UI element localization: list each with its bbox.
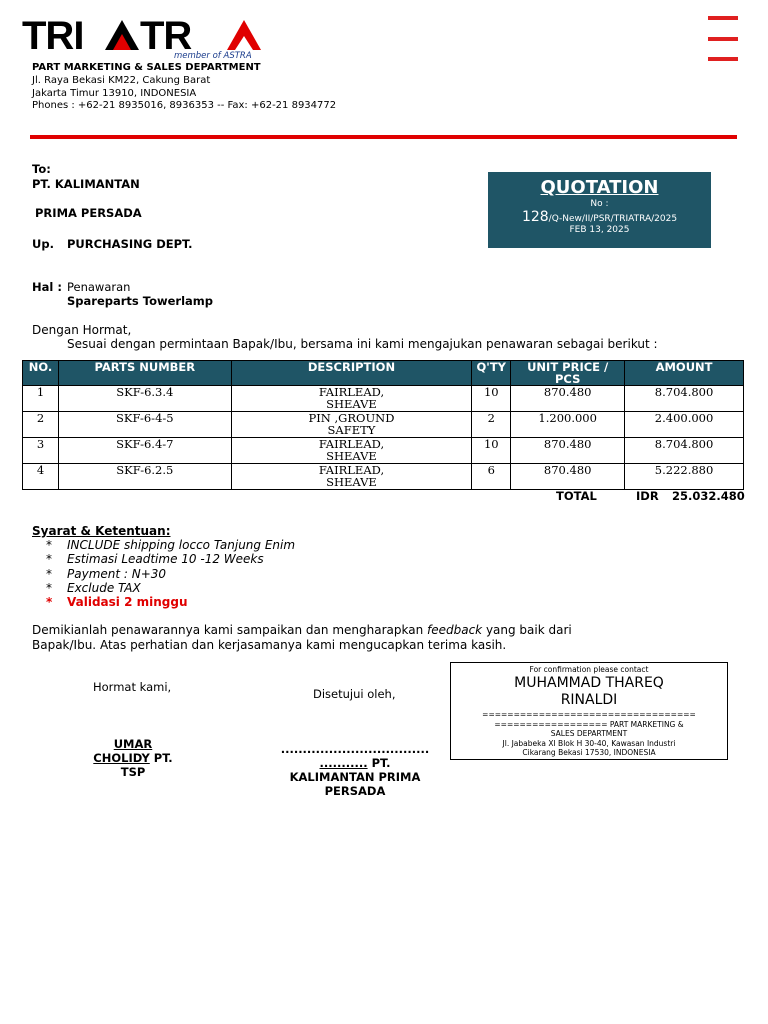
term-item: * Estimasi Leadtime 10 -12 Weeks	[46, 552, 264, 566]
total-currency: IDR	[636, 489, 659, 503]
term-text: Payment : N+30	[67, 567, 167, 581]
cell-desc-1: FAIRLEAD,	[318, 385, 385, 399]
cell-amount: 5.222.880	[625, 464, 744, 490]
cell-desc-2: SHEAVE	[326, 397, 377, 411]
left-name-c: PT.	[149, 751, 173, 765]
mid-company-1: KALIMANTAN PRIMA	[289, 770, 421, 784]
svg-text:TR: TR	[140, 16, 192, 58]
to-label: To:	[32, 162, 51, 176]
term-text: Validasi 2 minggu	[67, 595, 188, 609]
cell-no: 2	[23, 412, 59, 438]
cell-desc-1: PIN ,GROUND	[308, 411, 395, 425]
terms-title: Syarat & Ketentuan:	[32, 524, 171, 538]
address-line-1: Jl. Raya Bekasi KM22, Cakung Barat	[32, 75, 211, 86]
header-divider	[30, 135, 737, 139]
contact-label: For confirmation please contact	[529, 665, 649, 674]
address-line-2: Jakarta Timur 13910, INDONESIA	[32, 88, 197, 99]
mid-dots: ..................................	[280, 742, 430, 756]
quotation-box	[488, 172, 711, 248]
svg-text:TRI: TRI	[22, 16, 84, 58]
cell-qty: 6	[472, 464, 511, 490]
items-table	[22, 360, 744, 490]
closing-part-a: Demikianlah penawarannya kami sampaikan dan mengharapkan	[32, 623, 427, 637]
quotation-number-main: 128	[521, 209, 549, 225]
cell-unit: 870.480	[511, 386, 625, 412]
term-item: * Exclude TAX	[46, 581, 141, 595]
table-row	[23, 464, 744, 490]
total-value: 25.032.480	[672, 489, 745, 503]
header-parts-number: PARTS NUMBER	[58, 361, 231, 386]
up-label: Up.	[32, 237, 54, 251]
term-text: Estimasi Leadtime 10 -12 Weeks	[67, 552, 264, 566]
contact-addr-1: Jl. Jababeka XI Blok H 30-40, Kawasan Industri	[502, 738, 676, 748]
contact-box	[450, 662, 728, 760]
cell-amount: 8.704.800	[625, 386, 744, 412]
mid-dots-2: ...........	[319, 756, 368, 770]
contact-name-1: MUHAMMAD THAREQ	[514, 675, 664, 691]
cell-desc-2: SAFETY	[327, 423, 376, 437]
left-name-a: UMAR	[113, 737, 153, 751]
left-name-b: CHOLIDY	[93, 751, 150, 765]
quotation-no-label: No :	[590, 199, 609, 209]
table-header-row	[23, 361, 744, 386]
cell-desc	[231, 464, 472, 490]
closing-emphasis: feedback	[427, 623, 483, 637]
phones-line: Phones : +62-21 8935016, 8936353 -- Fax: +62-21 8934772	[32, 100, 337, 111]
contact-name-2: RINALDI	[560, 692, 618, 708]
quotation-number-suffix: /Q-New/II/PSR/TRIATRA/2025	[548, 214, 678, 224]
left-name-d: TSP	[120, 765, 146, 779]
recipient-company-2: PRIMA PERSADA	[35, 206, 142, 220]
greeting: Dengan Hormat,	[32, 323, 132, 337]
closing-line-1	[32, 623, 572, 637]
contact-sep-2: ================== PART MARKETING &	[494, 719, 684, 729]
subject-label: Hal :	[32, 280, 62, 294]
cell-qty: 10	[472, 438, 511, 464]
subject-line-1: Penawaran	[67, 280, 131, 294]
cell-no: 3	[23, 438, 59, 464]
contact-sep-1: ==================================	[482, 710, 696, 719]
cell-desc	[231, 438, 472, 464]
table-row	[23, 412, 744, 438]
mid-pt: PT.	[367, 756, 391, 770]
up-value: PURCHASING DEPT.	[67, 237, 193, 251]
cell-desc	[231, 386, 472, 412]
term-item-highlight: * Validasi 2 minggu	[46, 595, 188, 609]
term-item: * Payment : N+30	[46, 567, 167, 581]
header-no: NO.	[23, 361, 59, 386]
total-label: TOTAL	[556, 489, 597, 503]
header-qty: Q'TY	[472, 361, 511, 386]
contact-dept: SALES DEPARTMENT	[550, 729, 628, 738]
header-amount: AMOUNT	[625, 361, 744, 386]
subject-line-2: Spareparts Towerlamp	[67, 294, 213, 308]
menu-icon[interactable]	[708, 16, 738, 62]
mid-sign-label: Disetujui oleh,	[313, 687, 396, 701]
logo-subtext: member of ASTRA	[174, 51, 252, 60]
contact-details	[451, 710, 727, 758]
closing-line-2: Bapak/Ibu. Atas perhatian dan kerjasamanya kami mengucapkan terima kasih.	[32, 638, 507, 652]
term-text: Exclude TAX	[67, 581, 141, 595]
cell-part: SKF-6.3.4	[58, 386, 231, 412]
cell-amount: 8.704.800	[625, 438, 744, 464]
cell-desc-1: FAIRLEAD,	[318, 463, 385, 477]
cell-desc-2: SHEAVE	[326, 475, 377, 489]
department-name: PART MARKETING & SALES DEPARTMENT	[32, 62, 261, 73]
triatra-logo	[22, 16, 272, 60]
table-row	[23, 386, 744, 412]
intro-text: Sesuai dengan permintaan Bapak/Ibu, bersama ini kami mengajukan penawaran sebagai berikut :	[67, 337, 658, 351]
cell-part: SKF-6-4-5	[58, 412, 231, 438]
left-signatory	[80, 737, 186, 779]
contact-addr-2: Cikarang Bekasi 17530, INDONESIA	[522, 748, 656, 757]
cell-part: SKF-6.2.5	[58, 464, 231, 490]
cell-unit: 1.200.000	[511, 412, 625, 438]
term-text: INCLUDE shipping locco Tanjung Enim	[67, 538, 296, 552]
cell-unit: 870.480	[511, 438, 625, 464]
cell-qty: 2	[472, 412, 511, 438]
quotation-title: QUOTATION	[540, 177, 659, 198]
mid-signatory	[270, 742, 440, 798]
cell-desc-1: FAIRLEAD,	[318, 437, 385, 451]
header-unit-price: UNIT PRICE / PCS	[511, 361, 625, 386]
term-item: * INCLUDE shipping locco Tanjung Enim	[46, 538, 296, 552]
cell-unit: 870.480	[511, 464, 625, 490]
closing-part-b: yang baik dari	[482, 623, 572, 637]
table-row	[23, 438, 744, 464]
cell-desc-2: SHEAVE	[326, 449, 377, 463]
recipient-company-1: PT. KALIMANTAN	[32, 177, 140, 191]
cell-no: 1	[23, 386, 59, 412]
cell-qty: 10	[472, 386, 511, 412]
mid-company-2: PERSADA	[324, 784, 386, 798]
cell-amount: 2.400.000	[625, 412, 744, 438]
cell-desc	[231, 412, 472, 438]
cell-part: SKF-6.4-7	[58, 438, 231, 464]
quotation-number	[488, 209, 711, 225]
quotation-date: FEB 13, 2025	[569, 225, 630, 235]
header-description: DESCRIPTION	[231, 361, 472, 386]
left-sign-label: Hormat kami,	[93, 680, 172, 694]
cell-no: 4	[23, 464, 59, 490]
